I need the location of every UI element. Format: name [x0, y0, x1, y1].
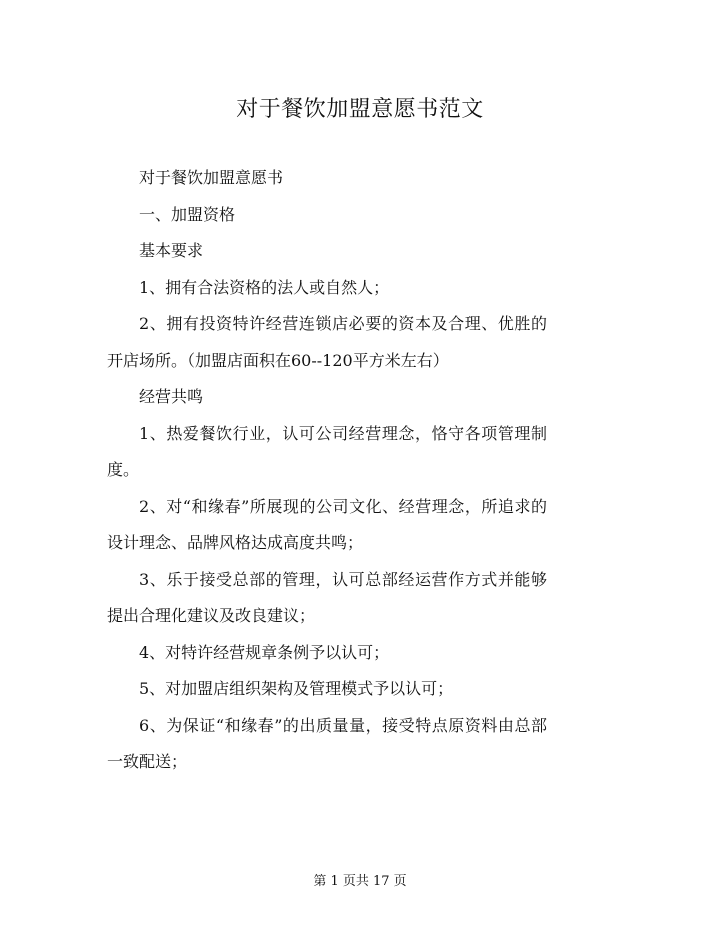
- requirement-item-2: 2、拥有投资特许经营连锁店必要的资本及合理、优胜的开店场所。（加盟店面积在60--120平方米左右）: [107, 314, 547, 370]
- resonance-item-3: 3、乐于接受总部的管理，认可总部经运营作方式并能够提出合理化建议及改良建议；: [107, 569, 547, 625]
- page-footer: 第 1 页共 17 页: [313, 874, 407, 889]
- document-title: 对于餐饮加盟意愿书范文: [236, 97, 484, 122]
- resonance-item-2: 2、对“和缘春”所展现的公司文化、经营理念，所追求的设计理念、品牌风格达成高度共鸣；: [107, 496, 547, 552]
- resonance-item-1: 1、热爱餐饮行业，认可公司经营理念，恪守各项管理制度。: [107, 423, 547, 479]
- subheading-business-resonance: 经营共鸣: [139, 387, 204, 406]
- resonance-item-6: 6、为保证“和缘春”的出质量量，接受特点原资料由总部一致配送；: [107, 715, 547, 771]
- document-body: [107, 160, 547, 781]
- resonance-item-5: 5、对加盟店组织架构及管理模式予以认可；: [139, 679, 454, 698]
- requirement-item-1: 1、拥有合法资格的法人或自然人；: [139, 277, 390, 297]
- paragraph-heading: 对于餐饮加盟意愿书: [139, 168, 284, 187]
- resonance-item-4: 4、对特许经营规章条例予以认可；: [139, 642, 390, 662]
- subheading-basic-requirements: 基本要求: [139, 241, 204, 260]
- section-heading-qualification: 一、加盟资格: [139, 204, 236, 224]
